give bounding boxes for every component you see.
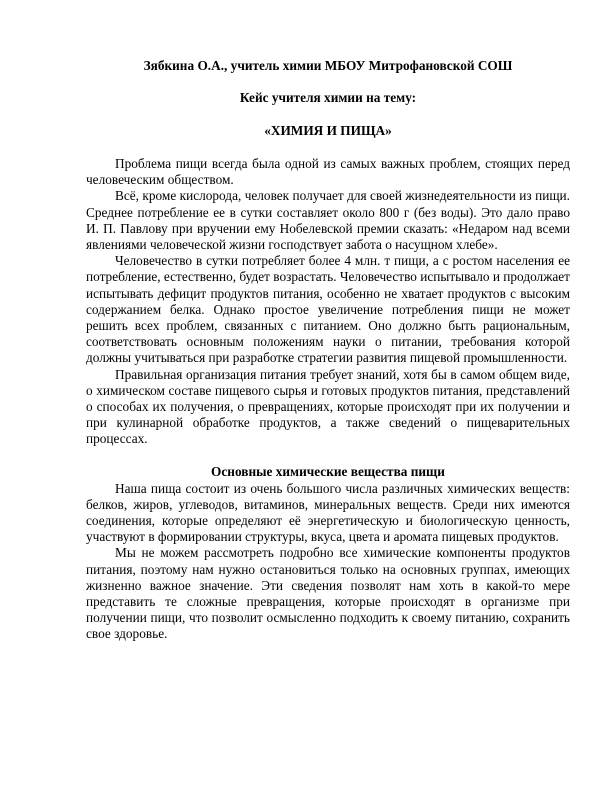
paragraph: Правильная организация питания требует знаний, хотя бы в самом общем виде, о химическом составе пищевого сырья и готовых продуктов питания, представлений о способах их получения, о превращениях, которые происходят при их получении и при кулинарной обработке продуктов, а также сведений о пищеварительных процессах. xyxy=(86,366,570,447)
document-page xyxy=(86,58,570,643)
paragraph: Человечество в сутки потребляет более 4 млн. т пищи, а с ростом населения ее потребление, естественно, будет возрастать. Человечество испытывало и продолжает испытывать дефицит продуктов питания, особенно не хватает продуктов с высоким содержанием белка. Однако простое увеличение потребления пищи не может решить всех проблем, связанных с питанием. Оно должно быть рациональным, соответствовать основным положениям науки о питании, требования которой должны учитываться при разработке стратегии развития пищевой промышленности. xyxy=(86,253,570,366)
author-line: Зябкина О.А., учитель химии МБОУ Митрофановской СОШ xyxy=(143,58,513,73)
paragraph: Проблема пищи всегда была одной из самых важных проблем, стоящих перед человеческим обществом. xyxy=(86,156,570,188)
page-title: «ХИМИЯ И ПИЩА» xyxy=(264,123,392,138)
paragraph: Всё, кроме кислорода, человек получает для своей жизнедеятельности из пищи. Среднее потребление ее в сутки составляет около 800 г (без воды). Это дало право И. П. Павлову при вручении ему Нобелевской премии сказать: «Недаром над всеми явлениями человеческой жизни господствует забота о насущном хлебе». xyxy=(86,188,570,253)
paragraph: Наша пища состоит из очень большого числа различных химических веществ: белков, жиров, углеводов, витаминов, минеральных веществ. Среди них имеются соединения, которые определяют её энергетическую и биологическую ценность, участвуют в формировании структуры, вкуса, цвета и аромата пищевых продуктов. xyxy=(86,480,570,545)
subject-line: Кейс учителя химии на тему: xyxy=(239,90,417,105)
section-heading: Основные химические вещества пищи xyxy=(211,463,445,479)
paragraph: Мы не можем рассмотреть подробно все химические компоненты продуктов питания, поэтому нам нужно остановиться только на основных группах, имеющих жизненно важное значение. Эти сведения позволят нам хоть в какой-то мере представить те сложные превращения, которые происходят в организме при получении пищи, что позволит осмысленно подходить к своему питанию, сохранить свое здоровье. xyxy=(86,545,570,642)
